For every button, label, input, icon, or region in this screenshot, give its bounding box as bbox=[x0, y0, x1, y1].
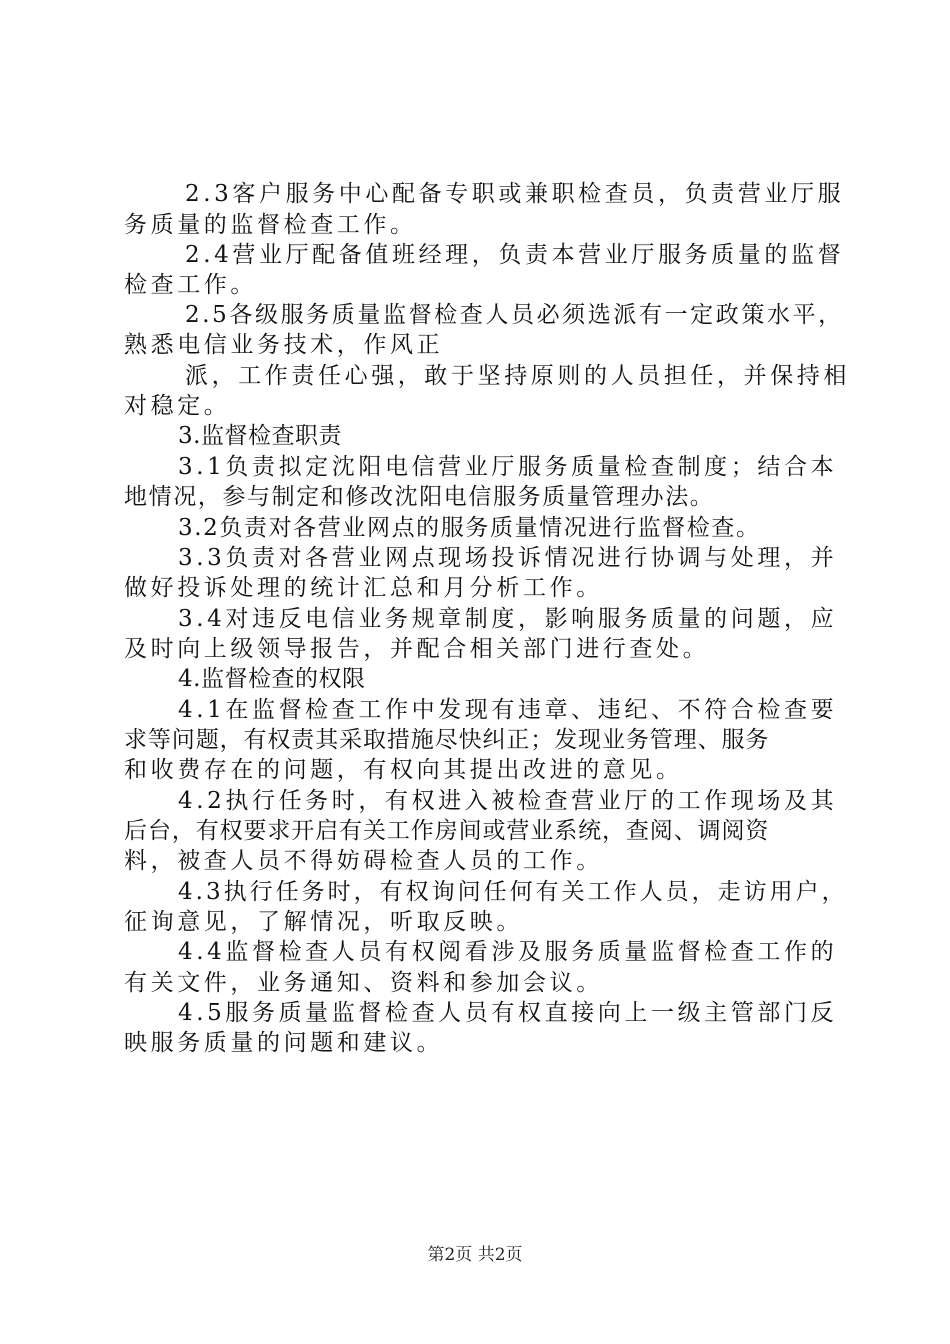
text-line: 有关文件，业务通知、资料和参加会议。 bbox=[124, 970, 603, 996]
text-line-3-4: 3.4对违反电信业务规章制度，影响服务质量的问题，应 bbox=[178, 606, 838, 632]
text-line: 求等问题，有权责其采取措施尽快纠正；发现业务管理、服务 bbox=[124, 727, 770, 753]
text-line: 和收费存在的问题，有权向其提出改进的意见。 bbox=[124, 757, 683, 783]
text-line: 熟悉电信业务技术，作风正 bbox=[124, 332, 444, 358]
text-line: 后台，有权要求开启有关工作房间或营业系统，查阅、调阅资 bbox=[124, 818, 770, 844]
text-line-4-2: 4.2执行任务时，有权进入被检查营业厅的工作现场及其 bbox=[178, 788, 838, 814]
text-line-4-1: 4.1在监督检查工作中发现有违章、违纪、不符合检查要 bbox=[178, 697, 838, 723]
text-line: 检查工作。 bbox=[124, 272, 257, 298]
text-line-4-3: 4.3执行任务时，有权询问任何有关工作人员，走访用户， bbox=[178, 879, 848, 905]
section-heading-4: 4.监督检查的权限 bbox=[178, 666, 366, 692]
text-line-3-1: 3.1负责拟定沈阳电信营业厅服务质量检查制度；结合本 bbox=[178, 454, 838, 480]
text-line: 料，被查人员不得妨碍检查人员的工作。 bbox=[124, 848, 603, 874]
text-line: 派，工作责任心强，敢于坚持原则的人员担任，并保持相 bbox=[185, 363, 850, 389]
page-number-footer: 第2页 共2页 bbox=[427, 1245, 523, 1265]
text-line: 务质量的监督检查工作。 bbox=[124, 212, 417, 238]
text-line: 做好投诉处理的统计汇总和月分析工作。 bbox=[124, 575, 603, 601]
text-line: 地情况，参与制定和修改沈阳电信服务质量管理办法。 bbox=[124, 484, 715, 510]
text-line-2-3: 2.3客户服务中心配备专职或兼职检查员，负责营业厅服 bbox=[185, 181, 845, 207]
text-line: 对稳定。 bbox=[124, 393, 231, 419]
text-line-4-5: 4.5服务质量监督检查人员有权直接向上一级主管部门反 bbox=[178, 1000, 838, 1026]
section-heading-3: 3.监督检查职责 bbox=[178, 423, 342, 449]
text-line-4-4: 4.4监督检查人员有权阅看涉及服务质量监督检查工作的 bbox=[178, 939, 838, 965]
text-line-3-3: 3.3负责对各营业网点现场投诉情况进行协调与处理，并 bbox=[178, 545, 838, 571]
text-line-2-5: 2.5各级服务质量监督检查人员必须选派有一定政策水平， bbox=[185, 302, 844, 328]
text-line: 及时向上级领导报告，并配合相关部门进行查处。 bbox=[124, 636, 710, 662]
text-line-3-2: 3.2负责对各营业网点的服务质量情况进行监督检查。 bbox=[178, 515, 761, 541]
text-line-2-4: 2.4营业厅配备值班经理，负责本营业厅服务质量的监督 bbox=[185, 242, 845, 268]
text-line: 征询意见，了解情况，听取反映。 bbox=[124, 909, 523, 935]
text-line: 映服务质量的问题和建议。 bbox=[124, 1030, 444, 1056]
